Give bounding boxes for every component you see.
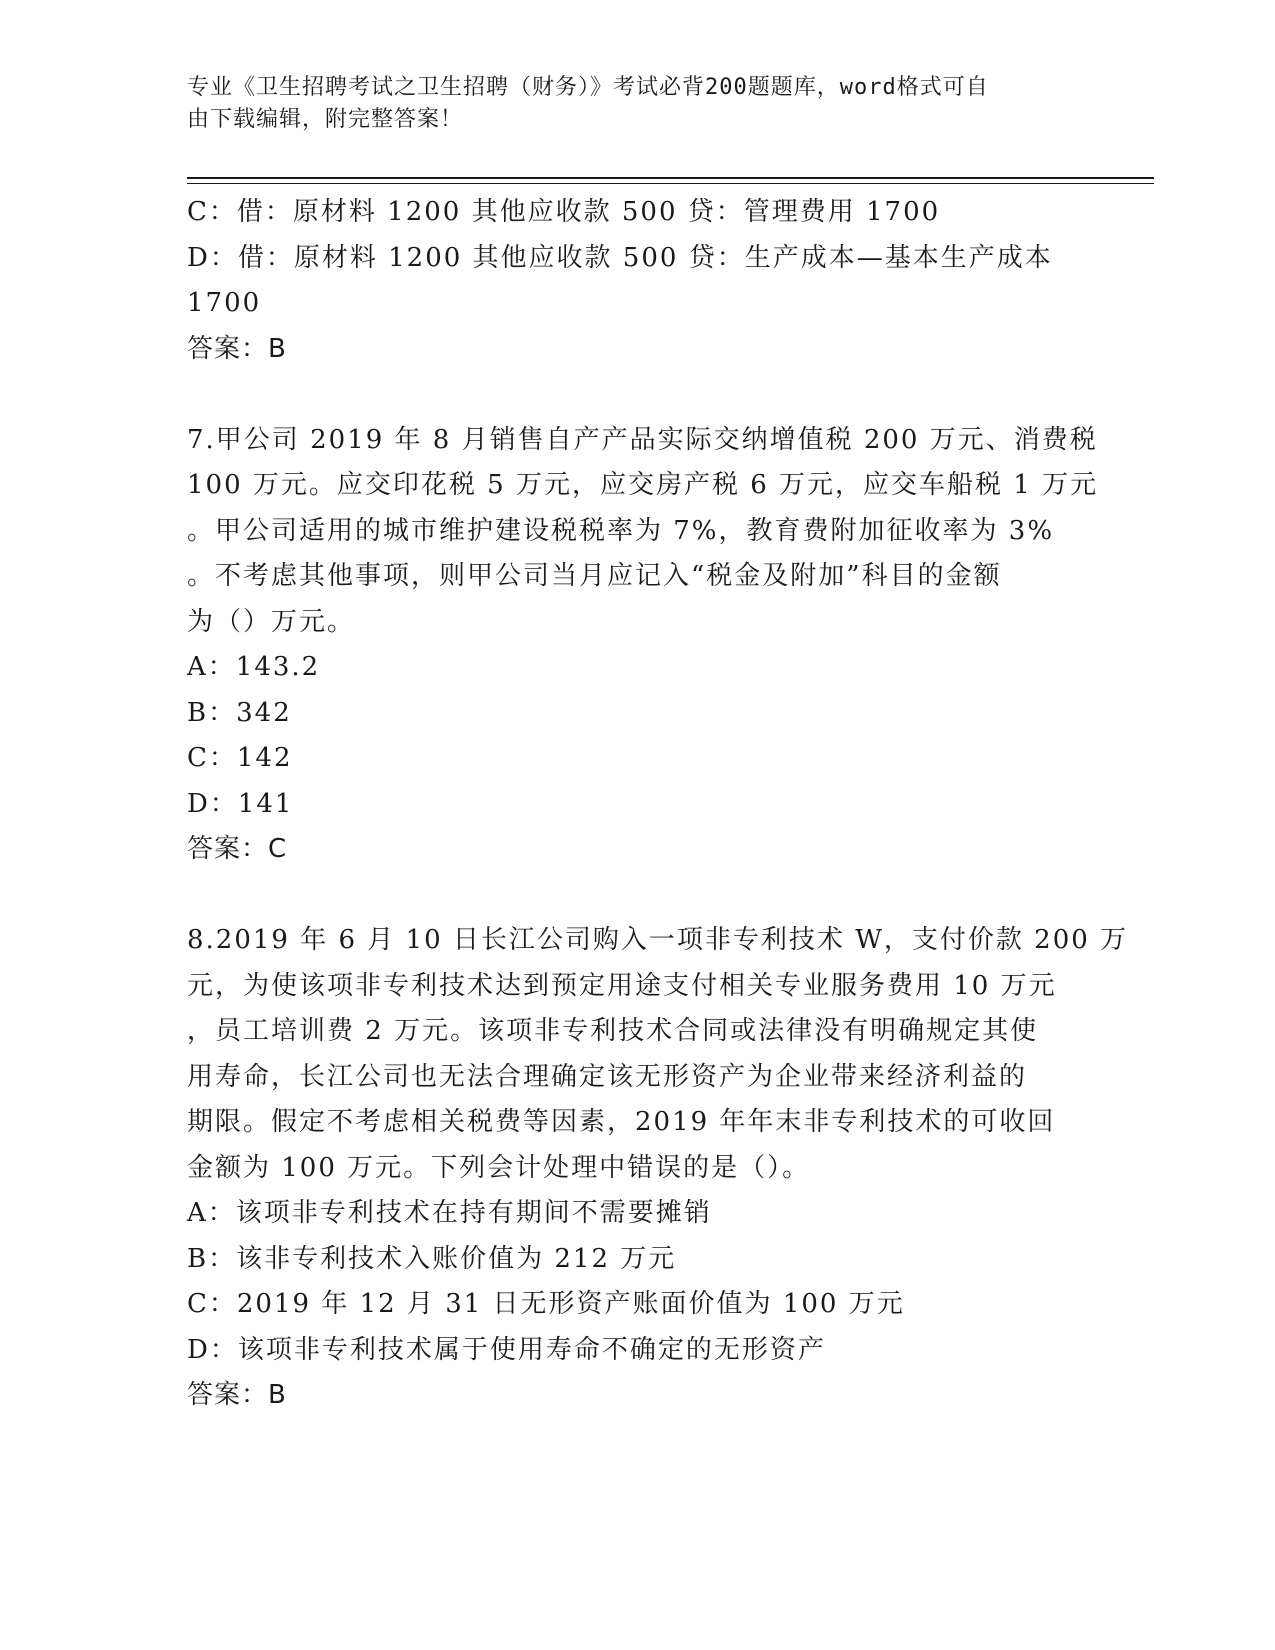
option-a: A：143.2 (187, 652, 321, 682)
question-text-line: 100 万元。应交印花税 5 万元，应交房产税 6 万元，应交车船税 1 万元 (187, 470, 1099, 500)
question-text-line: 。甲公司适用的城市维护建设税税率为 7%，教育费附加征收率为 3% (187, 515, 1055, 546)
option-d: D：借：原材料 1200 其他应收款 500 贷：生产成本—基本生产成本 (187, 242, 1053, 273)
spacer (187, 372, 1087, 418)
spacer (187, 873, 1087, 919)
question-text-line: 7.甲公司 2019 年 8 月销售自产产品实际交纳增值税 200 万元、消费税 (187, 424, 1098, 455)
question-text-line: 期限。假定不考虑相关税费等因素，2019 年年末非专利技术的可收回 (187, 1107, 1056, 1137)
option-d: D：该项非专利技术属于使用寿命不确定的无形资产 (187, 1334, 826, 1365)
answer: 答案：C (187, 834, 288, 864)
question-text-line: 金额为 100 万元。下列会计处理中错误的是（）。 (187, 1152, 811, 1183)
header-line-2: 由下载编辑，附完整答案！ (187, 107, 464, 132)
answer: 答案：B (187, 1380, 287, 1410)
question-7 (187, 418, 1099, 873)
question-text-line: 。不考虑其他事项，则甲公司当月应记入“税金及附加”科目的金额 (187, 561, 1002, 591)
option-a: A：该项非专利技术在持有期间不需要摊销 (187, 1198, 712, 1228)
option-d: D：141 (187, 788, 294, 819)
question-text-line: ，员工培训费 2 万元。该项非专利技术合同或法律没有明确规定其使 (187, 1016, 1039, 1046)
header-rule-thick (187, 177, 1154, 179)
question-text-line: 用寿命，长江公司也无法合理确定该无形资产为企业带来经济利益的 (187, 1061, 1028, 1092)
question-text-line: 8.2019 年 6 月 10 日长江公司购入一项非专利技术 W，支付价款 200 万 (187, 925, 1129, 955)
question-text-line: 元，为使该项非专利技术达到预定用途支付相关专业服务费用 10 万元 (187, 970, 1057, 1001)
option-b: B：342 (187, 697, 292, 728)
question-8 (187, 918, 1129, 1419)
option-c: C：2019 年 12 月 31 日无形资产账面价值为 100 万元 (187, 1289, 905, 1319)
option-c: C：借：原材料 1200 其他应收款 500 贷：管理费用 1700 (187, 197, 941, 227)
answer: 答案：B (187, 333, 287, 364)
prev-question (187, 190, 1087, 372)
option-c: C：142 (187, 743, 293, 773)
document-body (187, 190, 1129, 1419)
question-text-line: 为（）万元。 (187, 606, 356, 637)
header-rule-thin (187, 183, 1154, 184)
page-header (187, 72, 1067, 136)
option-d-continued: 1700 (187, 288, 262, 318)
header-line-1: 专业《卫生招聘考试之卫生招聘（财务）》考试必背200题题库，word格式可自 (187, 75, 989, 100)
option-b: B：该非专利技术入账价值为 212 万元 (187, 1243, 677, 1274)
